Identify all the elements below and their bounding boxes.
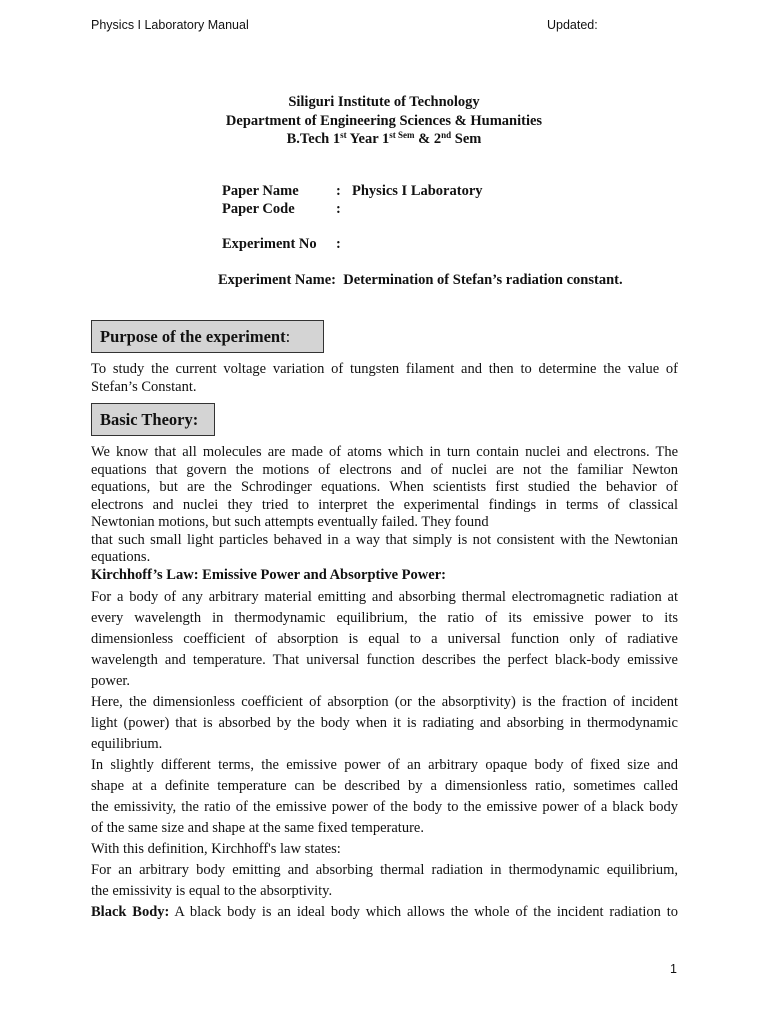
kirchhoff-line: the emissivity is equal to the absorptivity. [91, 883, 333, 899]
paper-code-label: Paper Code [222, 201, 295, 217]
kirchhoff-line: dimensionless coefficient of absorption is equal to a universal function only of radiative [91, 631, 678, 647]
kirchhoff-line: every wavelength in thermodynamic equilibrium, the ratio of its emissive power to its [91, 610, 678, 626]
black-body-line [91, 902, 678, 923]
theory-line: equations. [91, 549, 151, 565]
experiment-name-value: Determination of Stefan’s radiation constant. [343, 272, 623, 288]
kirchhoff-line: Here, the dimensionless coefficient of absorption (or the absorptivity) is the fraction of incident [91, 694, 678, 710]
kirchhoff-line: of the same size and shape at the same fixed temperature. [91, 820, 424, 836]
paper-name-label: Paper Name [222, 183, 299, 199]
page-number: 1 [670, 962, 677, 976]
purpose-line: To study the current voltage variation of tungsten filament and then to determine the value of [91, 361, 678, 377]
theory-line: Newtonian motions, but such attempts eventually failed. They found [91, 514, 489, 530]
theory-line: equations, but are the Schrodinger equations. When scientists first studied the behavior of [91, 479, 678, 495]
purpose-heading-box [91, 320, 324, 353]
theory-line: We know that all molecules are made of atoms which in turn contain nuclei and electrons. The [91, 444, 678, 460]
paper-name-value: Physics I Laboratory [352, 183, 483, 199]
course-line [0, 130, 768, 149]
theory-paragraph [91, 444, 678, 584]
kirchhoff-line: wavelength and temperature. That universal function describes the perfect black-body emissive [91, 652, 678, 668]
kirchhoff-line: the emissivity, the ratio of the emissive power of the body to the emissive power of a black body [91, 799, 678, 815]
department-name: Department of Engineering Sciences & Humanities [225, 112, 543, 129]
title-block [0, 93, 768, 149]
course-suffix: Sem [451, 131, 482, 147]
header-manual-title: Physics I Laboratory Manual [91, 18, 249, 32]
course-sup-3: nd [441, 130, 452, 140]
course-prefix: B.Tech 1 [286, 131, 341, 147]
experiment-name-row [218, 272, 623, 289]
kirchhoff-line: With this definition, Kirchhoff's law states: [91, 841, 341, 857]
theory-line: that such small light particles behaved in a way that simply is not consistent with the Newtonian [91, 531, 678, 548]
black-body-text: A black body is an ideal body which allows the whole of the incident radiation to [169, 904, 678, 920]
purpose-heading-colon: : [285, 326, 291, 346]
paper-code-colon: : [336, 201, 341, 217]
experiment-no-label: Experiment No [222, 236, 317, 252]
course-sup-2: st Sem [389, 130, 415, 140]
kirchhoff-line: shape at a definite temperature can be described by a dimensionless ratio, sometimes called [91, 778, 678, 794]
kirchhoff-line: equilibrium. [91, 736, 163, 752]
page-header [91, 18, 600, 36]
institute-name: Siliguri Institute of Technology [288, 94, 480, 110]
experiment-name-label: Experiment Name: [218, 272, 336, 288]
experiment-no-colon: : [336, 236, 341, 252]
kirchhoff-line: light (power) that is absorbed by the body when it is radiating and absorbing in thermodynamic [91, 715, 678, 731]
black-body-label: Black Body: [91, 904, 170, 920]
theory-line: electrons and nuclei they tried to interpret the experimental findings in terms of classical [91, 496, 678, 513]
kirchhoff-line: In slightly different terms, the emissive power of an arbitrary opaque body of fixed size and [91, 757, 678, 773]
header-updated: Updated: [547, 18, 598, 32]
kirchhoff-paragraph [91, 587, 678, 923]
experiment-no-row [222, 236, 352, 253]
kirchhoff-heading: Kirchhoff’s Law: Emissive Power and Absorptive Power: [91, 566, 446, 583]
kirchhoff-line: For a body of any arbitrary material emitting and absorbing thermal electromagnetic radiation at [91, 589, 678, 605]
paper-name-colon: : [336, 183, 341, 199]
kirchhoff-line: For an arbitrary body emitting and absorbing thermal radiation in thermodynamic equilibrium, [91, 862, 678, 878]
purpose-paragraph [91, 361, 678, 396]
paper-code-row [222, 201, 352, 218]
course-mid: Year 1 [346, 131, 390, 147]
theory-heading: Basic Theory: [100, 409, 199, 429]
purpose-line: Stefan’s Constant. [91, 378, 197, 395]
course-mid-2: & 2 [414, 131, 442, 147]
paper-name-row [222, 183, 483, 200]
theory-heading-box [91, 403, 215, 436]
theory-line: equations that govern the motions of electrons and of nuclei are not the familiar Newton [91, 461, 678, 478]
purpose-heading: Purpose of the experiment [100, 326, 286, 346]
course-sup-1: st [340, 130, 347, 140]
kirchhoff-line: power. [91, 673, 131, 689]
